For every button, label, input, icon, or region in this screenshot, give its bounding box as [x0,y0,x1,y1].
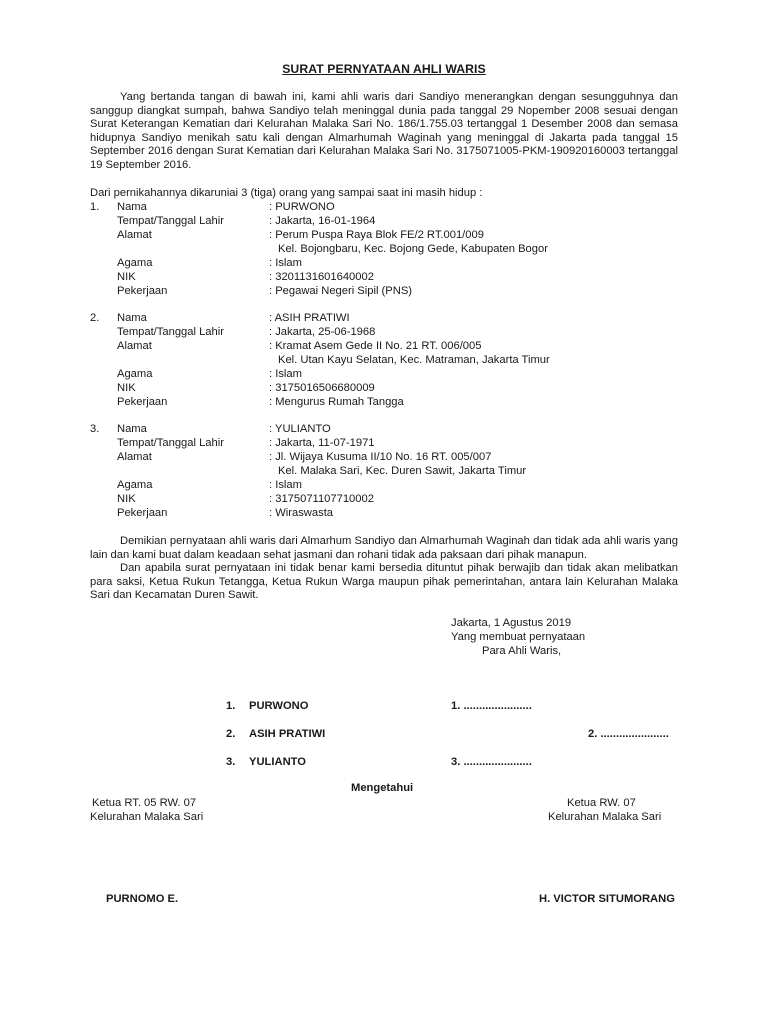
closing-text-1: Demikian pernyataan ahli waris dari Almarhum Sandiyo dan Almarhumah Waginah dan tidak ada ahli waris yang lain dan kami buat dalam keadaan sehat jasmani dan rohani tidak ada paksaan dari pihak manapun. [90,535,678,561]
value-ttl: : Jakarta, 11-07-1971 [269,437,375,449]
signature-number: 2. [226,728,236,740]
value-nik: : 3175071107710002 [269,493,374,505]
rw-org: Kelurahan Malaka Sari [548,811,662,823]
rw-title: Ketua RW. 07 [567,797,636,809]
heir-number: 1. [90,201,100,213]
witness-header: Mengetahui [351,782,414,794]
signature-line: 2. ...................... [588,728,669,740]
label-agama: Agama [117,479,153,491]
intro-paragraph [90,91,678,173]
value-pekerjaan: : Pegawai Negeri Sipil (PNS) [269,285,413,297]
closing-paragraph-1 [90,535,678,562]
label-ttl: Tempat/Tanggal Lahir [117,215,224,227]
value-nik: : 3175016506680009 [269,382,375,394]
value-agama: : Islam [269,479,302,491]
rt-name: PURNOMO E. [106,893,179,905]
rw-name: H. VICTOR SITUMORANG [539,893,675,905]
value-ttl: : Jakarta, 16-01-1964 [269,215,376,227]
label-pekerjaan: Pekerjaan [117,507,168,519]
value-agama: : Islam [269,368,302,380]
rt-title: Ketua RT. 05 RW. 07 [92,797,197,809]
label-alamat: Alamat [117,451,152,463]
heirs-label: Para Ahli Waris, [482,645,562,657]
label-nama: Nama [117,312,147,324]
label-nik: NIK [117,493,136,505]
value-alamat-1: : Kramat Asem Gede II No. 21 RT. 006/005 [269,340,482,352]
label-pekerjaan: Pekerjaan [117,396,168,408]
label-alamat: Alamat [117,229,152,241]
value-alamat-2: Kel. Utan Kayu Selatan, Kec. Matraman, Jakarta Timur [278,354,550,366]
heir-number: 2. [90,312,100,324]
closing-paragraph-2 [90,562,678,603]
signature-number: 3. [226,756,236,768]
signature-number: 1. [226,700,236,712]
label-agama: Agama [117,257,153,269]
signature-name: ASIH PRATIWI [249,728,326,740]
label-nik: NIK [117,271,136,283]
signature-line: 3. ...................... [451,756,532,768]
value-nik: : 3201131601640002 [269,271,374,283]
children-intro: Dari pernikahannya dikaruniai 3 (tiga) orang yang sampai saat ini masih hidup : [90,187,483,199]
intro-text: Yang bertanda tangan di bawah ini, kami ahli waris dari Sandiyo menerangkan dengan sesungguhnya dan sanggup diangkat sumpah, bahwa Sandiyo telah meninggal dunia pada tanggal 29 Nopember 2008 sesuai dengan Surat Keterangan Kematian dari Kelurahan Malaka Sari No. 186/1.755.03 tertanggal 1 Desember 2008 dan semasa hidupnya Sandiyo menikah satu kali dengan Almarhumah Waginah yang meninggal di Jakarta pada tanggal 15 September 2016 dengan Surat Kematian dari Kelurahan Malaka Sari No. 3175071005-PKM-190920160003 tertanggal 19 September 2016. [90,91,678,171]
signature-line: 1. ...................... [451,700,532,712]
value-pekerjaan: : Wiraswasta [269,507,334,519]
label-nama: Nama [117,201,147,213]
value-agama: : Islam [269,257,302,269]
label-agama: Agama [117,368,153,380]
value-alamat-2: Kel. Bojongbaru, Kec. Bojong Gede, Kabupaten Bogor [278,243,548,255]
rt-org: Kelurahan Malaka Sari [90,811,204,823]
closing-text-2: Dan apabila surat pernyataan ini tidak benar kami bersedia dituntut pihak berwajib dan tidak akan melibatkan para saksi, Ketua Rukun Tetangga, Ketua Rukun Warga maupun pihak pemerintahan, antara lain Kelurahan Malaka Sari dan Kecamatan Duren Sawit. [90,562,678,602]
label-ttl: Tempat/Tanggal Lahir [117,437,224,449]
value-ttl: : Jakarta, 25-06-1968 [269,326,376,338]
value-alamat-1: : Perum Puspa Raya Blok FE/2 RT.001/009 [269,229,484,241]
signature-name: PURWONO [249,700,309,712]
document-title: SURAT PERNYATAAN AHLI WARIS [282,62,486,76]
label-pekerjaan: Pekerjaan [117,285,168,297]
label-ttl: Tempat/Tanggal Lahir [117,326,224,338]
value-alamat-2: Kel. Malaka Sari, Kec. Duren Sawit, Jakarta Timur [278,465,527,477]
label-alamat: Alamat [117,340,152,352]
heir-number: 3. [90,423,100,435]
label-nik: NIK [117,382,136,394]
signature-name: YULIANTO [249,756,306,768]
maker-label: Yang membuat pernyataan [451,631,586,643]
value-nama: : YULIANTO [269,423,331,435]
place-date: Jakarta, 1 Agustus 2019 [451,617,572,629]
value-alamat-1: : Jl. Wijaya Kusuma II/10 No. 16 RT. 005/007 [269,451,492,463]
value-pekerjaan: : Mengurus Rumah Tangga [269,396,404,408]
value-nama: : ASIH PRATIWI [269,312,350,324]
label-nama: Nama [117,423,147,435]
value-nama: : PURWONO [269,201,335,213]
